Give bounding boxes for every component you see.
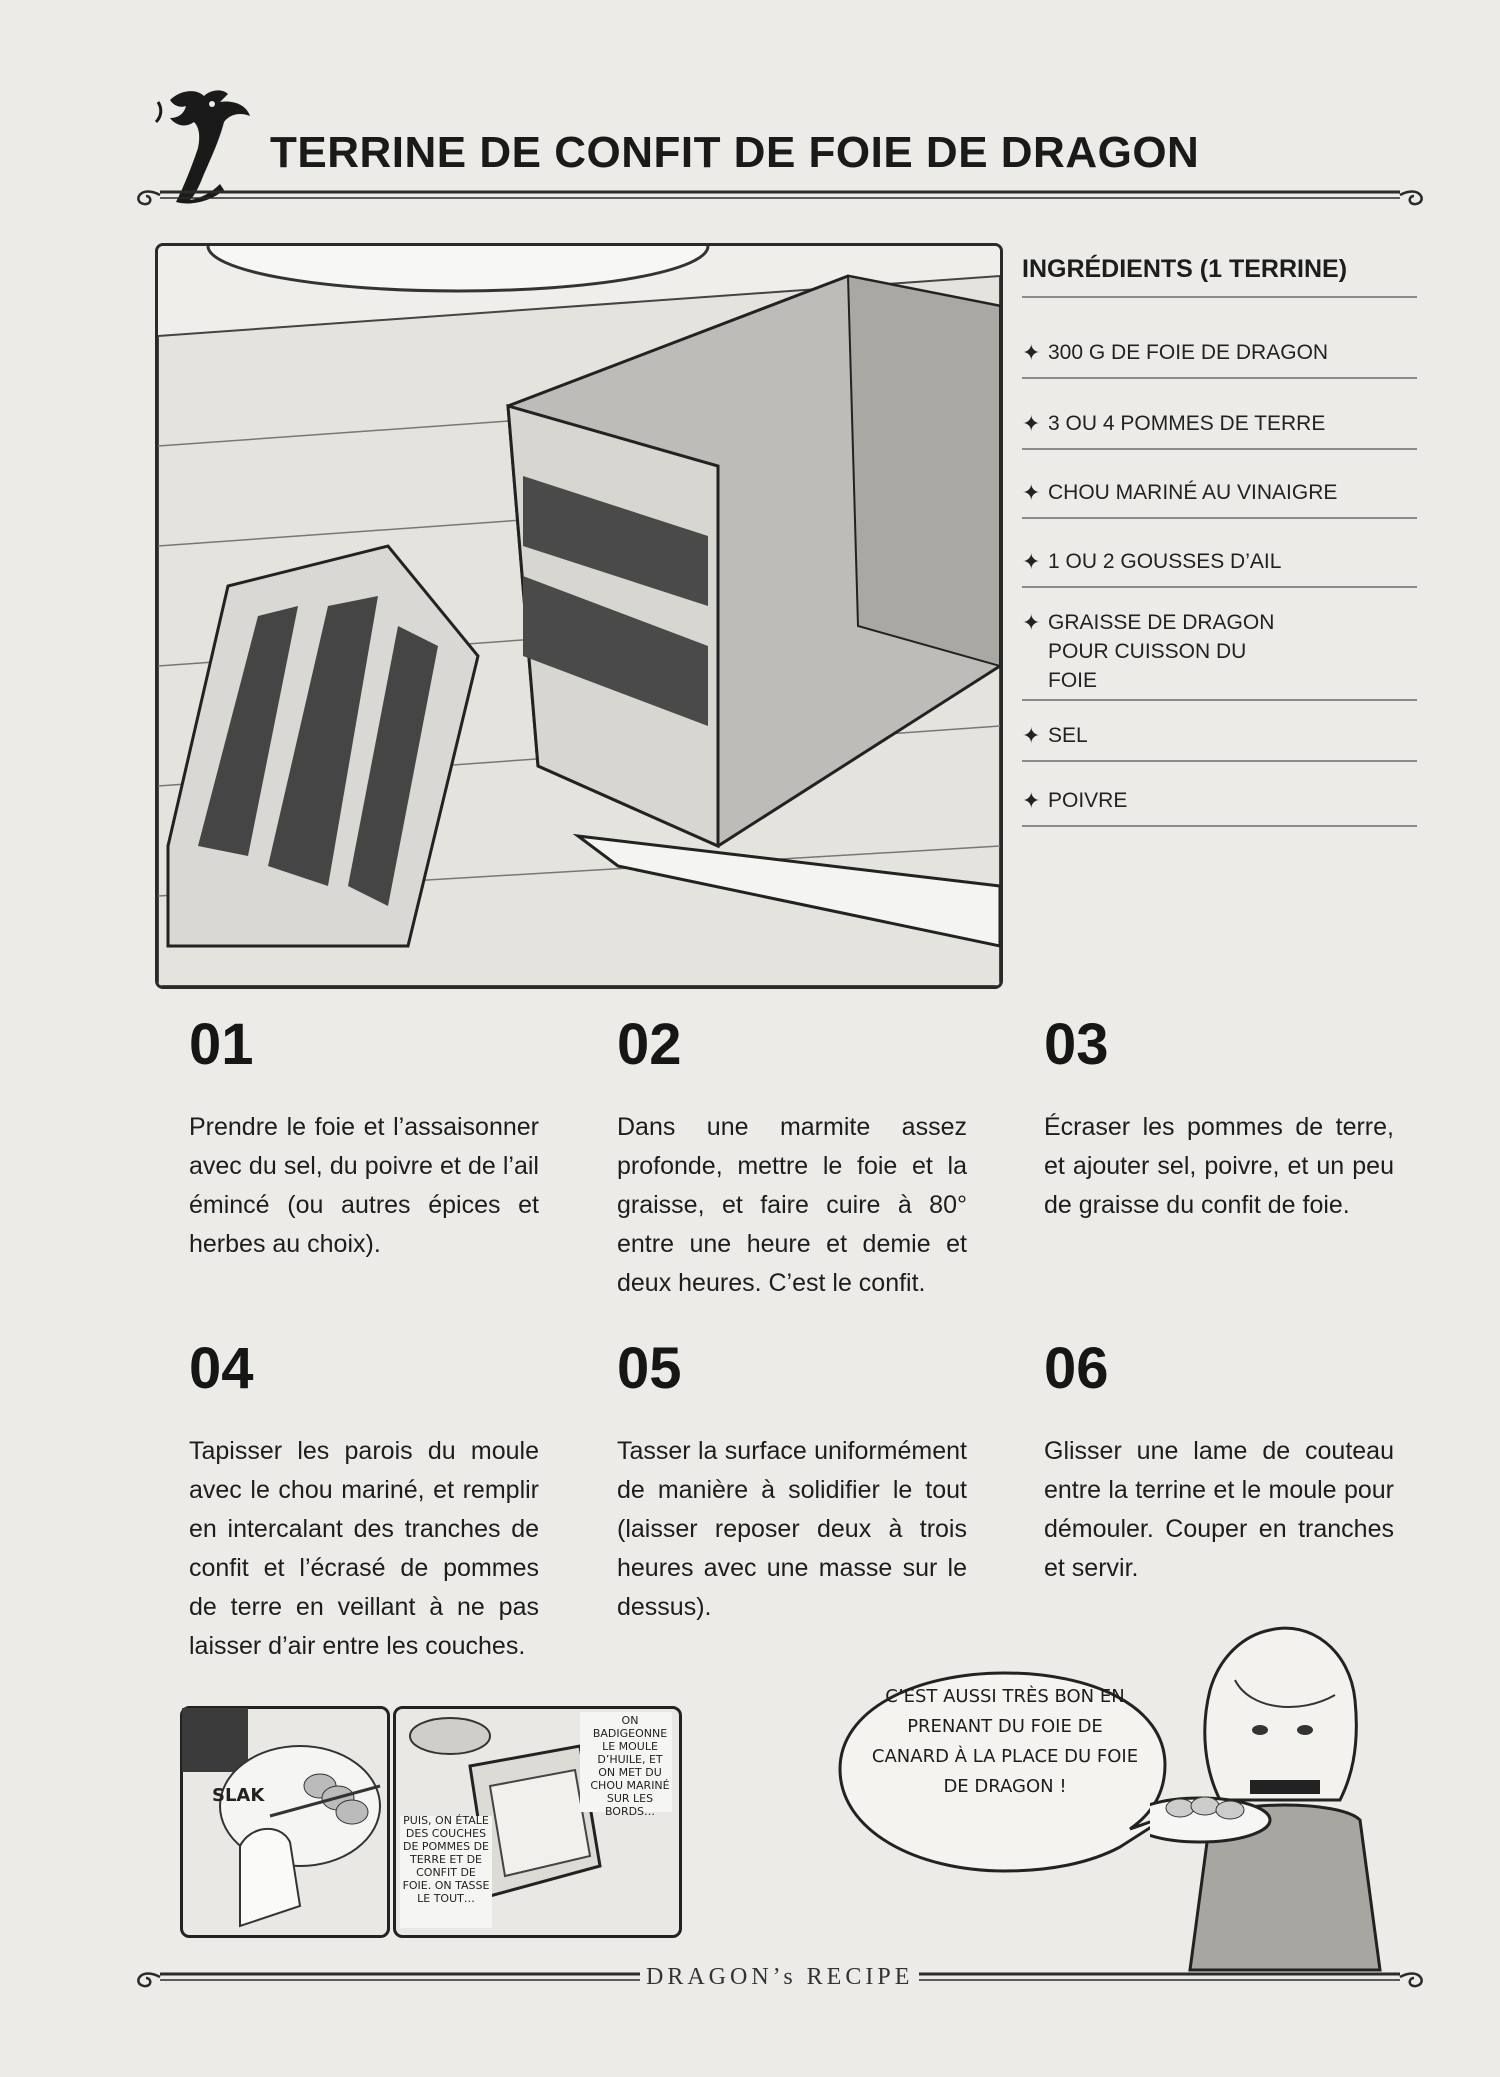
character-illustration (1150, 1610, 1390, 1980)
page-title: TERRINE DE CONFIT DE FOIE DE DRAGON (270, 128, 1200, 177)
step-number: 02 (617, 1012, 682, 1077)
ingredient-text: GRAISSE DE DRAGON POUR CUISSON DU FOIE (1048, 611, 1275, 692)
step-text: Tapisser les parois du moule avec le chou mariné, et remplir en intercalant des tranches de confit et l’écrasé de pommes de terre en veillant à ne pas laisser d’air entre les couches. (189, 1437, 539, 1660)
ingredient-text: 3 OU 4 POMMES DE TERRE (1048, 412, 1326, 435)
ingredient-text: CHOU MARINÉ AU VINAIGRE (1048, 481, 1338, 504)
star-bullet-icon: ✦ (1022, 723, 1041, 748)
title-rule-divider (130, 180, 1430, 210)
star-bullet-icon: ✦ (1022, 480, 1041, 505)
ingredients-panel (1022, 255, 1417, 827)
speech-text: C’EST AUSSI TRÈS BON EN PRENANT DU FOIE DE CANARD À LA PLACE DU FOIE DE DRAGON ! (871, 1686, 1139, 1797)
step-number: 01 (189, 1012, 254, 1077)
ingredients-heading: INGRÉDIENTS (1 TERRINE) (1022, 255, 1417, 298)
step-text: Prendre le foie et l’assaisonner avec du sel, du poivre et de l’ail émincé (ou autres épices et herbes au choix). (189, 1113, 539, 1258)
step-text: Dans une marmite assez profonde, mettre le foie et la graisse, et faire cuire à 80° entre une heure et demie et deux heures. C’est le confit. (617, 1113, 967, 1297)
step-text: Glisser une lame de couteau entre la terrine et le moule pour démouler. Couper en tranches et servir. (1044, 1437, 1394, 1582)
step-text: Tasser la surface uniformément de manière à solidifier le tout (laisser reposer deux à trois heures avec une masse sur le dessus). (617, 1437, 967, 1621)
recipe-step (1044, 1012, 1394, 1225)
footer-label: DRAGON’s RECIPE (640, 1964, 919, 1991)
recipe-step (189, 1336, 539, 1666)
ingredient-item (1022, 379, 1417, 450)
ingredient-item (1022, 450, 1417, 519)
star-bullet-icon: ✦ (1022, 788, 1041, 813)
recipe-step (189, 1012, 539, 1264)
panel-caption-left: PUIS, ON ÉTALE DES COUCHES DE POMMES DE TERRE ET DE CONFIT DE FOIE. ON TASSE LE TOUT… (402, 1814, 490, 1905)
ingredients-list (1022, 298, 1417, 827)
recipe-step (617, 1336, 967, 1627)
star-bullet-icon: ✦ (1022, 549, 1041, 574)
step-number: 03 (1044, 1012, 1109, 1077)
panel-caption-right: ON BADIGEONNE LE MOULE D’HUILE, ET ON MET DU CHOU MARINÉ SUR LES BORDS… (590, 1714, 670, 1818)
ingredient-item (1022, 298, 1417, 379)
ingredient-item (1022, 519, 1417, 588)
ingredient-item (1022, 588, 1417, 701)
star-bullet-icon: ✦ (1022, 610, 1041, 635)
step-number: 04 (189, 1336, 254, 1401)
panel-sfx: SLAK (212, 1785, 265, 1806)
ingredient-item (1022, 762, 1417, 827)
ingredient-text: 300 G DE FOIE DE DRAGON (1048, 341, 1329, 364)
ingredient-text: SEL (1048, 724, 1088, 747)
star-bullet-icon: ✦ (1022, 411, 1041, 436)
star-bullet-icon: ✦ (1022, 340, 1041, 365)
ingredient-item (1022, 701, 1417, 762)
step-number: 06 (1044, 1336, 1109, 1401)
ingredient-text: 1 OU 2 GOUSSES D’AIL (1048, 550, 1282, 573)
recipe-step (617, 1012, 967, 1303)
terrine-illustration (155, 243, 1003, 989)
step-text: Écraser les pommes de terre, et ajouter sel, poivre, et un peu de graisse du confit de foie. (1044, 1113, 1394, 1219)
ingredient-text: POIVRE (1048, 789, 1128, 812)
recipe-step (1044, 1336, 1394, 1588)
step-number: 05 (617, 1336, 682, 1401)
